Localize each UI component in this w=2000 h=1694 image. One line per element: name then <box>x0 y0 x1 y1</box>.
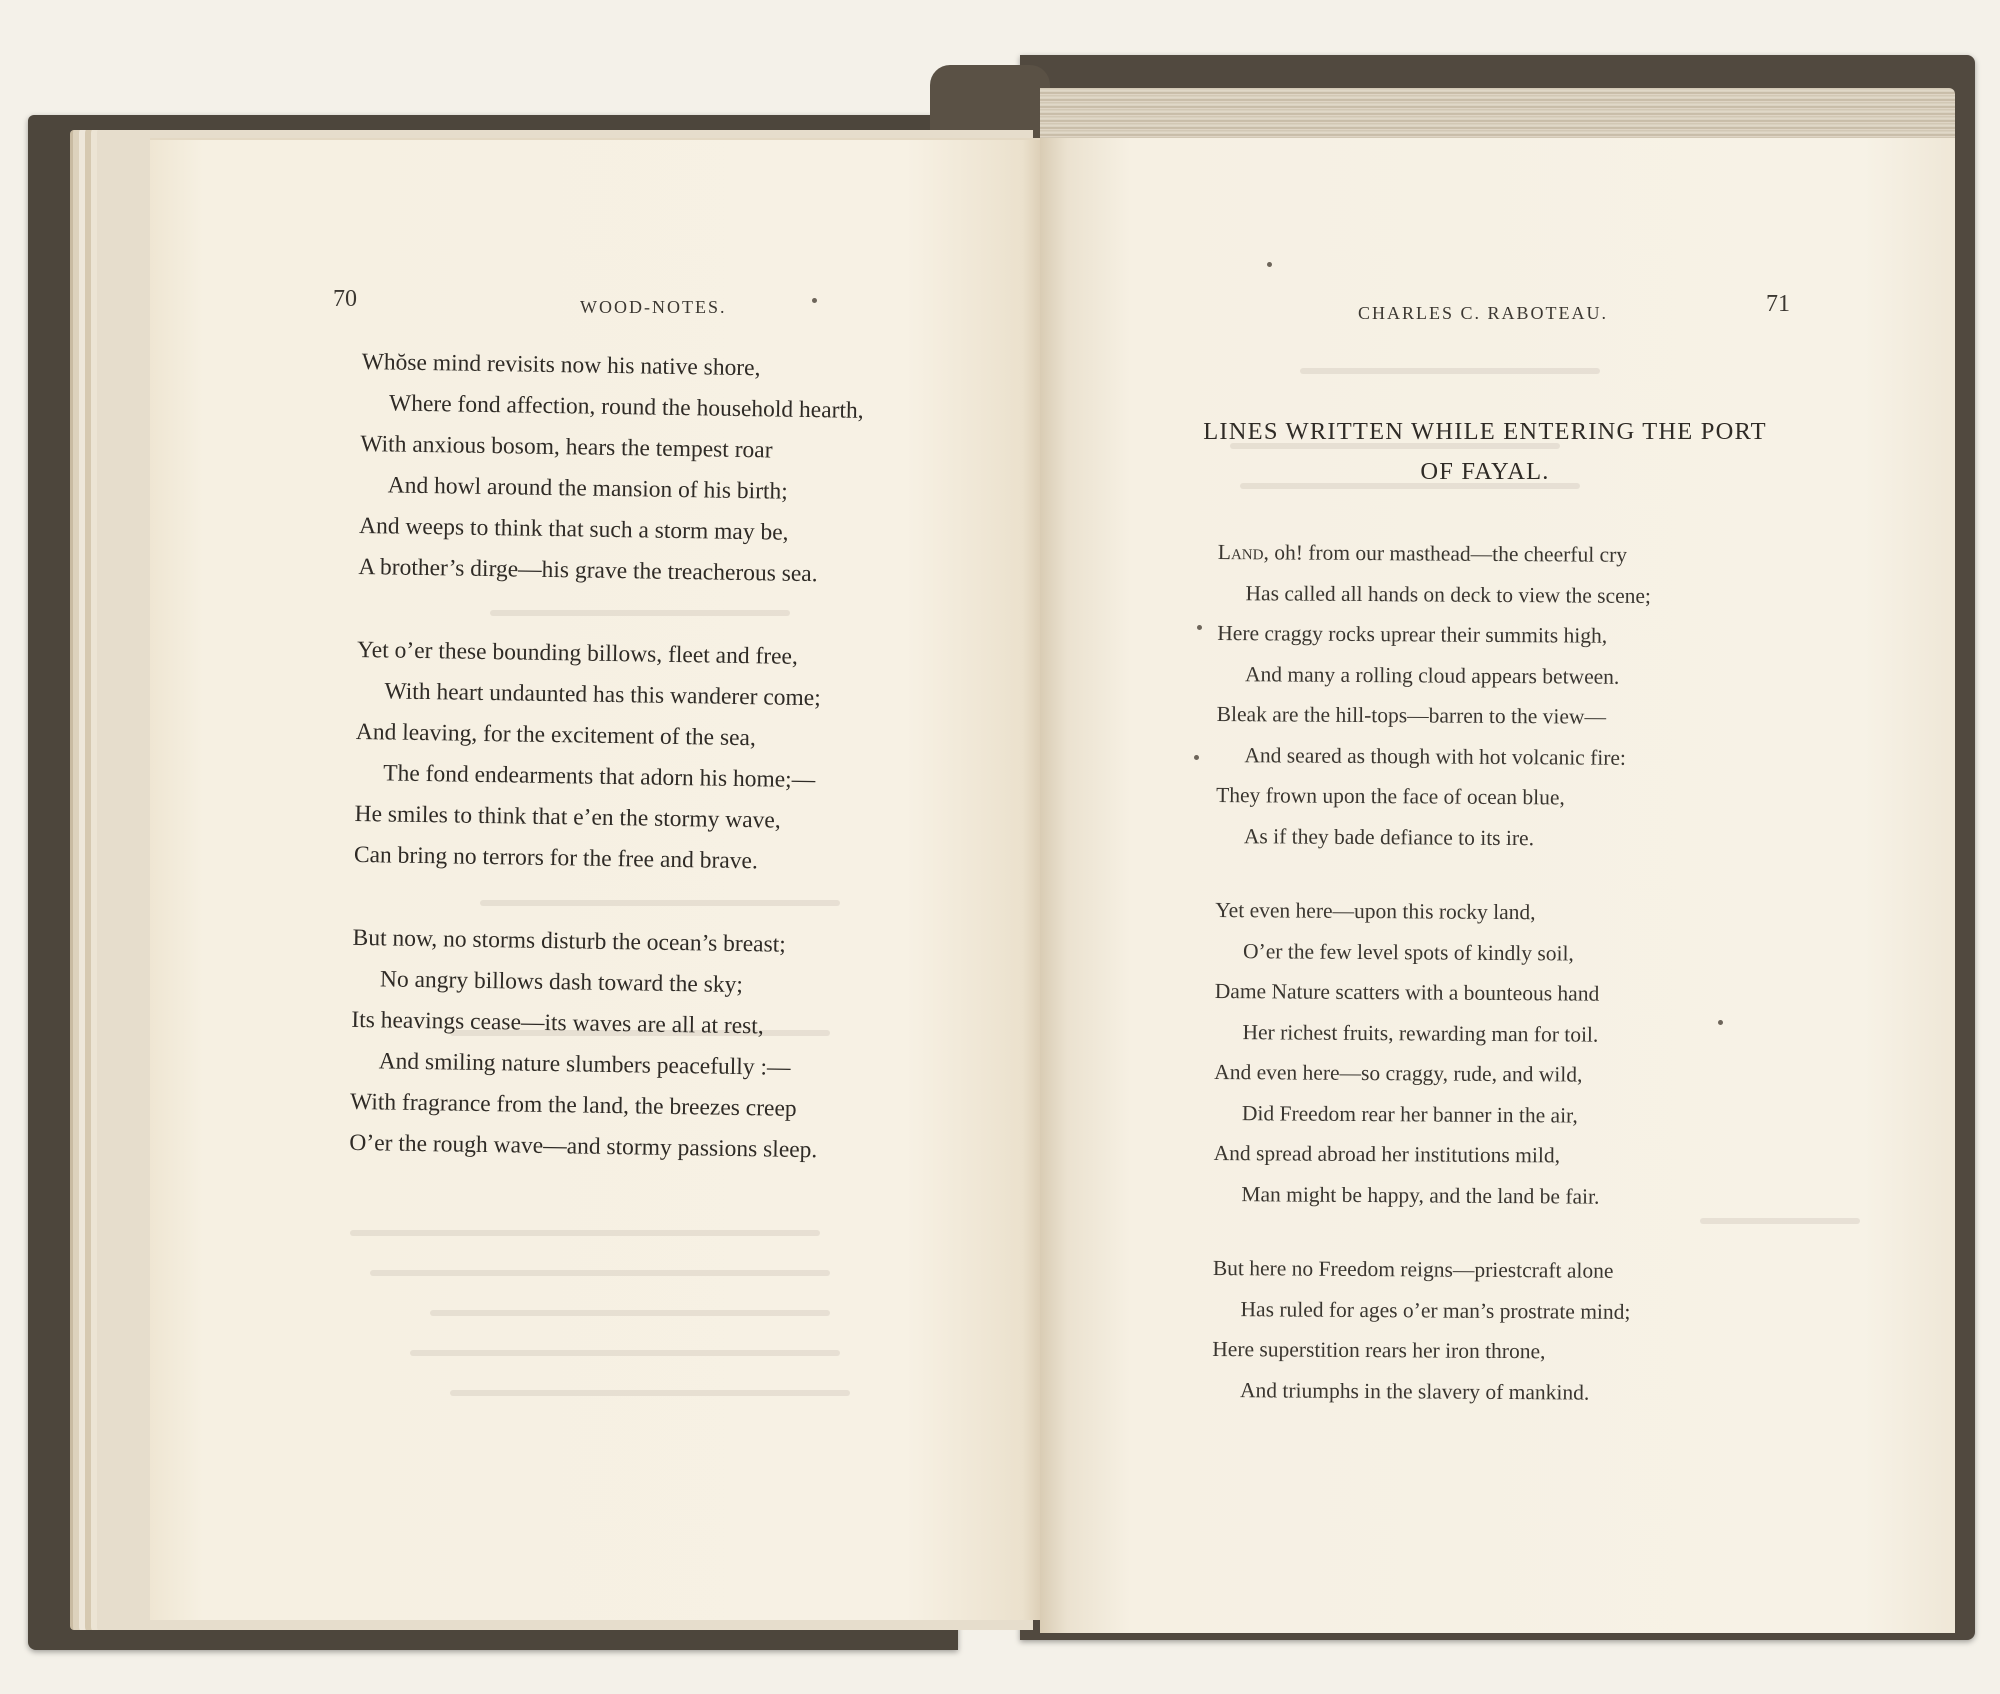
verse-line: But now, no storms disturb the ocean’s breast; <box>352 924 786 958</box>
stanza <box>358 342 1002 598</box>
poem-title-line-1: LINES WRITTEN WHILE ENTERING THE PORT <box>1203 418 1767 445</box>
verse-line: And spread abroad her institutions mild, <box>1213 1140 1561 1168</box>
stanza <box>354 630 998 886</box>
poem-title-line-2: OF FAYAL. <box>1420 458 1550 485</box>
verse-line: Has called all hands on deck to view the scene; <box>1245 580 1652 608</box>
verse-line: Here superstition rears her iron throne, <box>1212 1336 1546 1364</box>
verse-line: And leaving, for the excitement of the sea, <box>355 718 757 752</box>
verse-line: No angry billows dash toward the sky; <box>379 966 744 999</box>
stanza <box>1212 1248 1773 1414</box>
stanza <box>349 918 993 1174</box>
verse-line: Its heavings cease—its waves are all at rest, <box>351 1006 764 1040</box>
page-number-left: 70 <box>333 286 357 312</box>
first-line-text: oh! from our masthead—the cheerful cry <box>1268 540 1628 567</box>
verse-line: And howl around the mansion of his birth; <box>387 472 789 505</box>
verse-line: With fragrance from the land, the breezes creep <box>349 1088 797 1122</box>
poem-title <box>1160 412 1810 492</box>
verse-line: Yet o’er these bounding billows, fleet and free, <box>356 636 799 670</box>
bleed-through-line <box>1300 368 1600 374</box>
verse-line: And triumphs in the slavery of mankind. <box>1239 1377 1590 1405</box>
verse-line: They frown upon the face of ocean blue, <box>1216 782 1565 810</box>
verse-line: Bleak are the hill-tops—barren to the view— <box>1216 701 1607 729</box>
verse-line: O’er the rough wave—and stormy passions sleep. <box>349 1129 818 1164</box>
ink-speck <box>1718 1020 1723 1025</box>
stanza <box>1216 532 1778 860</box>
verse-line: Can bring no terrors for the free and brave. <box>353 841 759 875</box>
stanza <box>1213 890 1775 1218</box>
drop-word: Land, <box>1217 539 1269 565</box>
verse-line: With anxious bosom, hears the tempest roar <box>360 430 773 464</box>
verse-line: Her richest fruits, rewarding man for toil. <box>1242 1019 1599 1047</box>
verse-line: With heart undaunted has this wanderer come; <box>384 678 821 712</box>
page-number-right: 71 <box>1766 291 1790 317</box>
running-head-right: CHARLES C. RABOTEAU. <box>1358 303 1609 323</box>
bleed-through-line <box>430 1310 830 1316</box>
ink-speck <box>1194 755 1199 760</box>
ink-speck <box>812 298 817 303</box>
verse-line: He smiles to think that e’en the stormy wave, <box>354 800 781 834</box>
running-head-left: WOOD-NOTES. <box>580 297 727 317</box>
verse-line: Where fond affection, round the household hearth, <box>388 390 864 424</box>
verse-line: And even here—so craggy, rude, and wild, <box>1214 1059 1583 1087</box>
ink-speck <box>1267 262 1272 267</box>
verse-line: And many a rolling cloud appears between. <box>1244 661 1620 689</box>
verse-line: The fond endearments that adorn his home;— <box>383 760 816 794</box>
verse-line: Yet even here—upon this rocky land, <box>1215 897 1536 925</box>
verse-line: Man might be happy, and the land be fair. <box>1241 1181 1600 1209</box>
bleed-through-line <box>410 1350 840 1356</box>
poem-right <box>1212 532 1778 1414</box>
bleed-through-line <box>450 1390 850 1396</box>
bleed-through-line <box>350 1230 820 1236</box>
ink-speck <box>1197 625 1202 630</box>
verse-line-first <box>1218 532 1778 576</box>
verse-line: Has ruled for ages o’er man’s prostrate mind; <box>1240 1296 1631 1324</box>
verse-line: And seared as though with hot volcanic fire: <box>1244 742 1627 770</box>
verse-line: But here no Freedom reigns—priestcraft alone <box>1212 1255 1614 1283</box>
verse-line: As if they bade defiance to its ire. <box>1243 823 1535 850</box>
verse-line: And smiling nature slumbers peacefully :— <box>378 1048 791 1081</box>
bleed-through-line <box>370 1270 830 1276</box>
verse-line: Here craggy rocks uprear their summits high, <box>1217 620 1608 648</box>
poem-left <box>349 342 1002 1174</box>
verse-line: Dame Nature scatters with a bounteous hand <box>1214 978 1600 1006</box>
verse-line: Whŏse mind revisits now his native shore, <box>361 348 761 382</box>
verse-line: O’er the few level spots of kindly soil, <box>1242 938 1574 965</box>
verse-line: And weeps to think that such a storm may be, <box>358 512 789 546</box>
verse-line: A brother’s dirge—his grave the treacherous sea. <box>358 553 818 588</box>
verse-line: Did Freedom rear her banner in the air, <box>1241 1100 1578 1128</box>
